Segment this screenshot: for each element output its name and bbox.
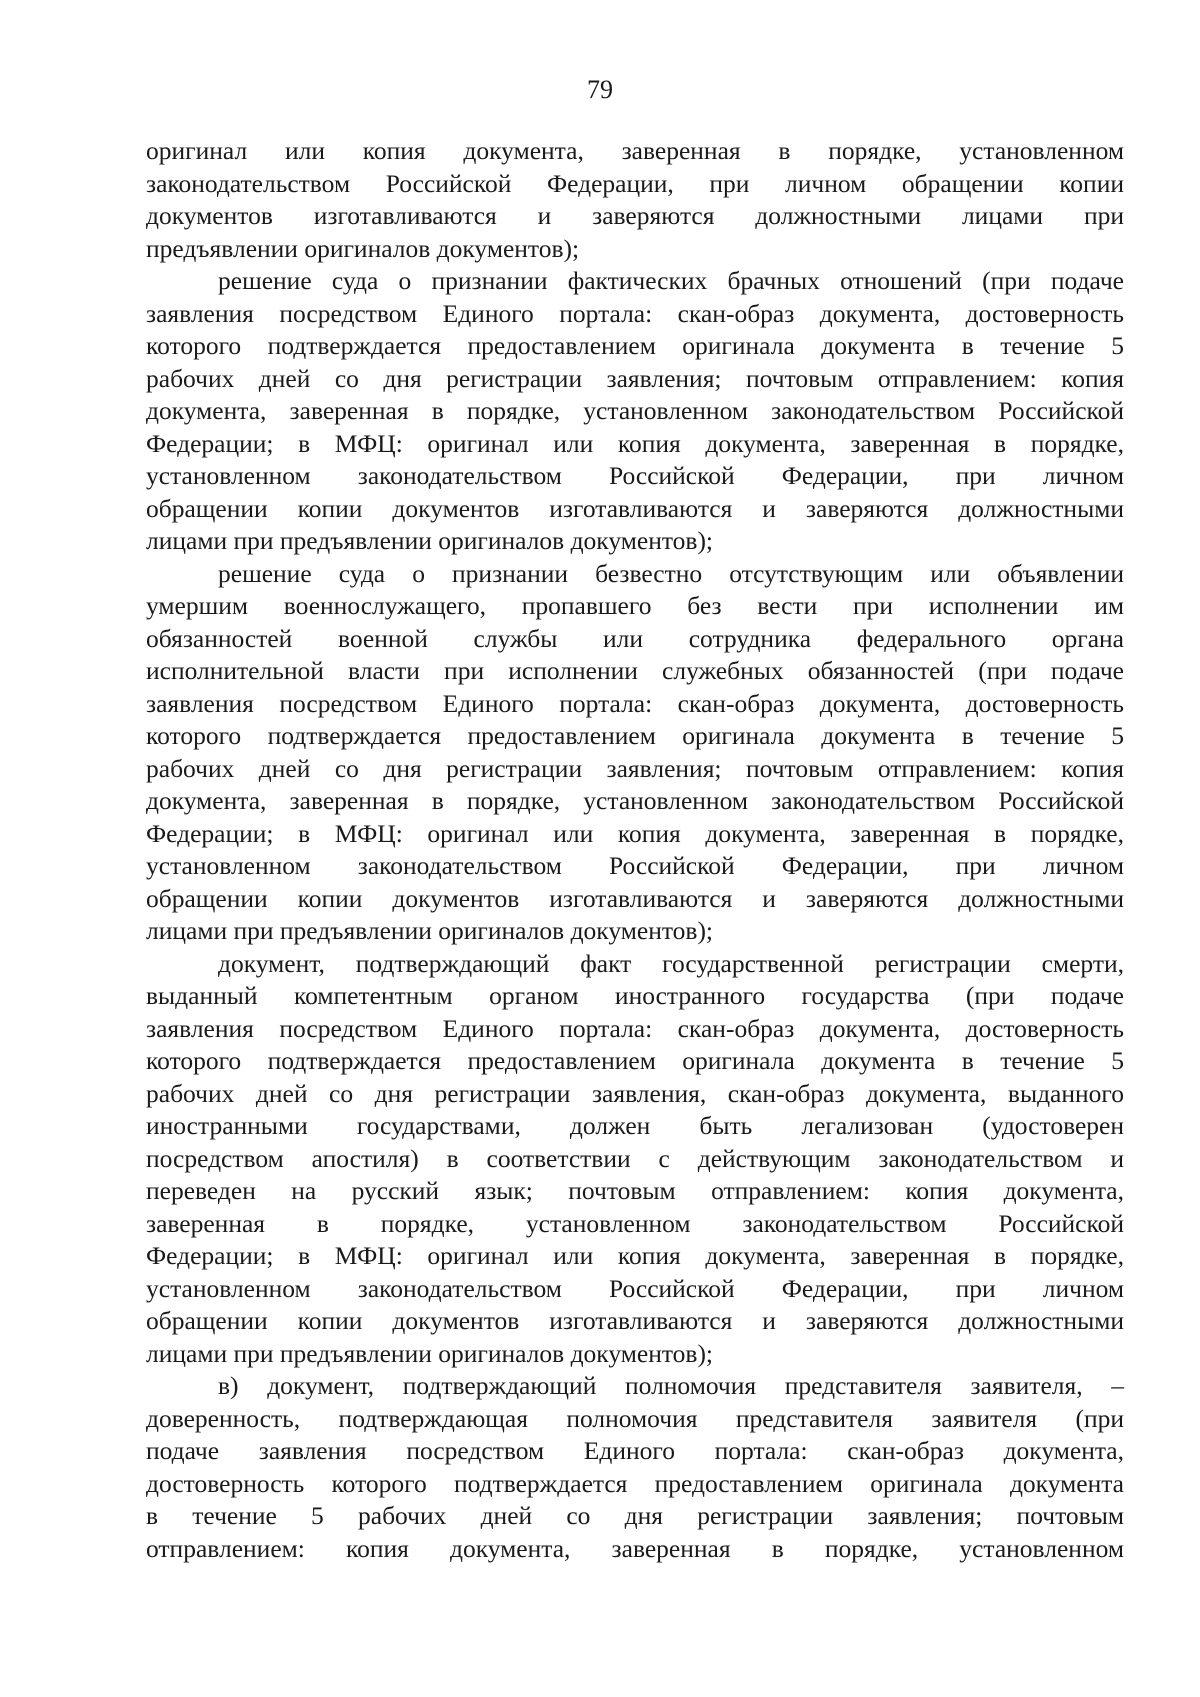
body-text: [146, 135, 1124, 1565]
text-line: в течение 5 рабочих дней со дня регистрации заявления; почтовым: [146, 1501, 1124, 1530]
text-line: документ, подтверждающий факт государственной регистрации смерти,: [218, 948, 1124, 978]
text-line: установленном законодательством Российской Федерации, при личном: [146, 851, 1124, 880]
text-line: Федерации; в МФЦ: оригинал или копия документа, заверенная в порядке,: [146, 818, 1124, 848]
text-line: документа, заверенная в порядке, установленном законодательством Российской: [146, 786, 1124, 815]
text-line: обращении копии документов изготавливаются и заверяются должностными: [146, 493, 1124, 523]
text-line: которого подтверждается предоставлением оригинала документа в течение 5: [146, 721, 1124, 750]
text-line: заверенная в порядке, установленном законодательством Российской: [146, 1208, 1124, 1238]
text-line: заявления посредством Единого портала: скан-образ документа, достоверность: [146, 298, 1124, 328]
text-line: установленном законодательством Российской Федерации, при личном: [146, 1273, 1124, 1303]
text-line: заявления посредством Единого портала: скан-образ документа, достоверность: [146, 688, 1124, 718]
text-line: доверенность, подтверждающая полномочия представителя заявителя (при: [146, 1403, 1124, 1433]
text-line: отправлением: копия документа, заверенная в порядке, установленном: [146, 1533, 1124, 1563]
text-line: иностранными государствами, должен быть легализован (удостоверен: [146, 1111, 1124, 1140]
text-line: обращении копии документов изготавливаются и заверяются должностными: [146, 1306, 1124, 1335]
text-line: заявления посредством Единого портала: скан-образ документа, достоверность: [146, 1013, 1124, 1043]
text-line: в) документ, подтверждающий полномочия представителя заявителя, –: [218, 1371, 1124, 1400]
text-line: решение суда о признании безвестно отсутствующим или объявлении: [218, 558, 1124, 588]
text-line: умершим военнослужащего, пропавшего без вести при исполнении им: [146, 591, 1124, 620]
text-line: документов изготавливаются и заверяются должностными лицами при: [146, 201, 1124, 230]
text-line: документа, заверенная в порядке, установленном законодательством Российской: [146, 396, 1124, 425]
text-line: Федерации; в МФЦ: оригинал или копия документа, заверенная в порядке,: [146, 428, 1124, 458]
text-line: решение суда о признании фактических брачных отношений (при подаче: [218, 266, 1124, 295]
text-line: выданный компетентным органом иностранного государства (при подаче: [146, 981, 1124, 1010]
text-line: лицами при предъявлении оригиналов документов);: [146, 1338, 714, 1368]
text-line: посредством апостиля) в соответствии с действующим законодательством и: [146, 1143, 1124, 1173]
text-line: обязанностей военной службы или сотрудника федерального органа: [146, 623, 1124, 653]
text-line: установленном законодательством Российской Федерации, при личном: [146, 461, 1124, 490]
text-line: рабочих дней со дня регистрации заявления; почтовым отправлением: копия: [146, 363, 1124, 393]
text-line: законодательством Российской Федерации, при личном обращении копии: [146, 168, 1124, 198]
page-number: 79: [587, 75, 613, 104]
text-line: достоверность которого подтверждается предоставлением оригинала документа: [146, 1468, 1124, 1498]
text-line: обращении копии документов изготавливаются и заверяются должностными: [146, 883, 1124, 913]
text-line: которого подтверждается предоставлением оригинала документа в течение 5: [146, 1046, 1124, 1075]
text-line: переведен на русский язык; почтовым отправлением: копия документа,: [146, 1176, 1124, 1205]
text-line: рабочих дней со дня регистрации заявления; почтовым отправлением: копия: [146, 753, 1124, 783]
text-line: рабочих дней со дня регистрации заявления, скан-образ документа, выданного: [146, 1078, 1124, 1108]
text-line: которого подтверждается предоставлением оригинала документа в течение 5: [146, 331, 1124, 360]
text-line: лицами при предъявлении оригиналов документов);: [146, 916, 714, 945]
text-line: предъявлении оригиналов документов);: [146, 233, 580, 263]
text-line: оригинал или копия документа, заверенная в порядке, установленном: [146, 136, 1124, 165]
text-line: лицами при предъявлении оригиналов документов);: [146, 526, 714, 555]
text-line: исполнительной власти при исполнении служебных обязанностей (при подаче: [146, 656, 1124, 685]
text-line: Федерации; в МФЦ: оригинал или копия документа, заверенная в порядке,: [146, 1241, 1124, 1270]
text-line: подаче заявления посредством Единого портала: скан-образ документа,: [146, 1436, 1124, 1465]
